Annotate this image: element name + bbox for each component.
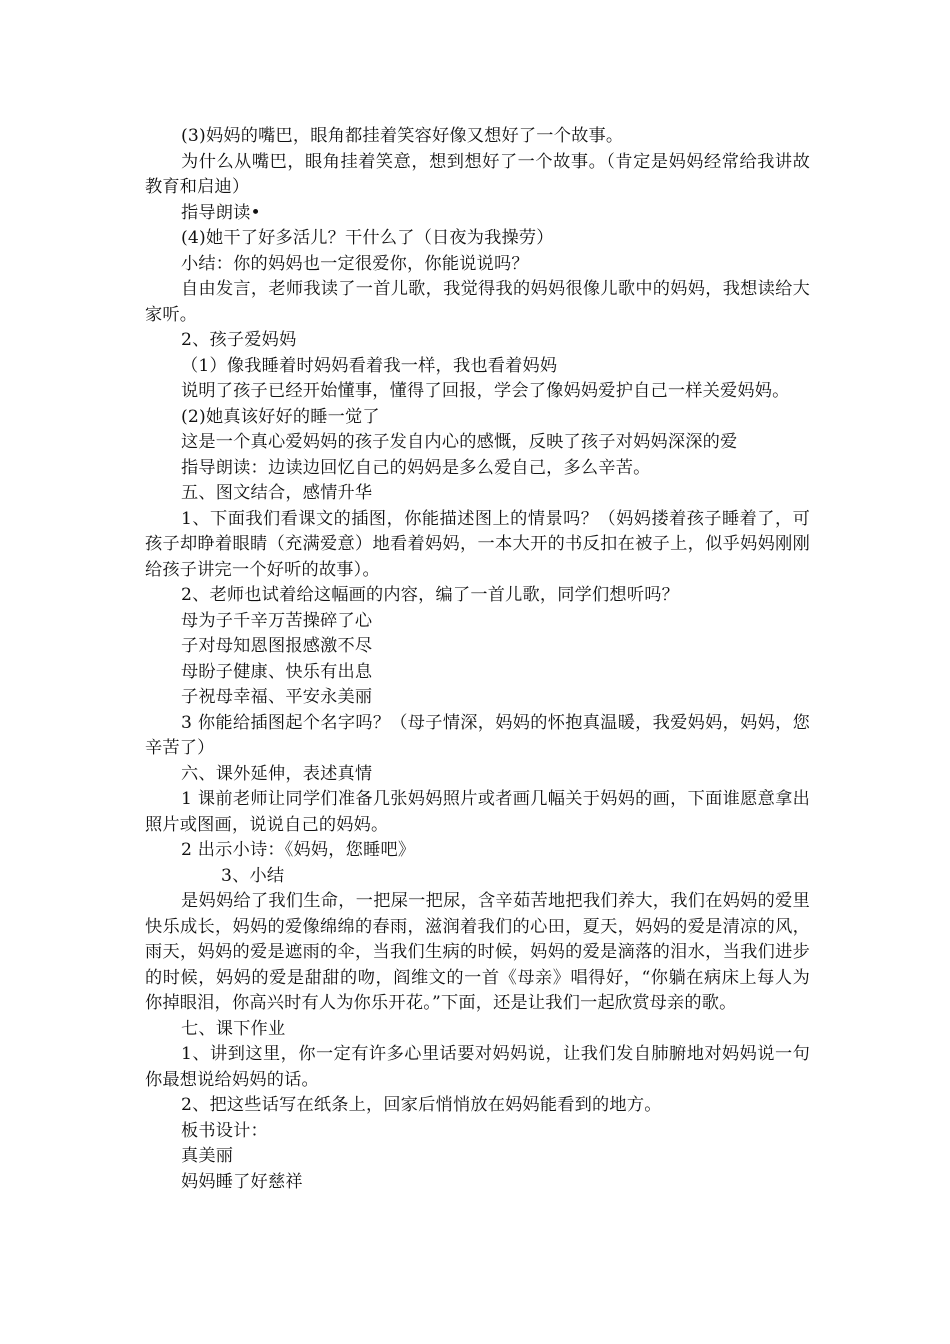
- paragraph-illustration: 1、下面我们看课文的插图，你能描述图上的情景吗？（妈妈搂着孩子睡着了，可孩子却睁着眼睛（充满爱意）地看着妈妈，一本大开的书反扣在被子上，似乎妈妈刚刚给孩子讲完一个好听的故事）。: [145, 508, 810, 580]
- heading-section-six: 六、课外延伸，表述真情: [181, 763, 373, 784]
- rhyme-line-3: 母盼子健康、快乐有出息: [181, 661, 373, 682]
- paragraph-free-speech: 自由发言，老师我读了一首儿歌，我觉得我的妈妈很像儿歌中的妈妈，我想读给大家听。: [145, 279, 810, 325]
- paragraph-heartfelt: 这是一个真心爱妈妈的孩子发自内心的感慨，反映了孩子对妈妈深深的爱: [181, 432, 738, 452]
- paragraph-photos: 1 课前老师让同学们准备几张妈妈照片或者画几幅关于妈妈的画，下面谁愿意拿出照片或图画，说说自己的妈妈。: [145, 789, 810, 835]
- paragraph-poem: 2 出示小诗：《妈妈，您睡吧》: [181, 840, 416, 860]
- paragraph-guided-reading-1: 指导朗读•: [181, 202, 261, 223]
- paragraph-guided-reading-2: 指导朗读：边读边回忆自己的妈妈是多么爱自己，多么辛苦。: [181, 457, 651, 478]
- paragraph-should-sleep: (2)她真该好好的睡一觉了: [181, 406, 380, 427]
- heading-child-loves-mother: 2、孩子爱妈妈: [181, 330, 297, 350]
- paragraph-mouth-smile: (3)妈妈的嘴巴，眼角都挂着笑容好像又想好了一个故事。: [181, 126, 624, 146]
- heading-section-seven: 七、课下作业: [181, 1018, 286, 1039]
- paragraph-child-understands: 说明了孩子已经开始懂事，懂得了回报，学会了像妈妈爱护自己一样关爱妈妈。: [181, 381, 790, 401]
- paragraph-board-beautiful: 真美丽: [181, 1146, 234, 1166]
- paragraph-heart-words: 1、讲到这里，你一定有许多心里话要对妈妈说，让我们发自肺腑地对妈妈说一句你最想说给妈妈的话。: [145, 1044, 810, 1090]
- paragraph-watching-mother: （1）像我睡着时妈妈看着我一样，我也看着妈妈: [181, 355, 558, 376]
- paragraph-name-picture: 3 你能给插图起个名字吗？（母子情深，妈妈的怀抱真温暖，我爱妈妈，妈妈，您辛苦了）: [145, 712, 810, 758]
- document-body: [145, 124, 810, 1195]
- paragraph-summary-love: 小结：你的妈妈也一定很爱你，你能说说吗？: [181, 253, 529, 274]
- paragraph-housework: (4)她干了好多活儿？干什么了（日夜为我操劳）: [181, 228, 554, 248]
- paragraph-nursery-rhyme-intro: 2、老师也试着给这幅画的内容，编了一首儿歌，同学们想听吗？: [181, 585, 679, 605]
- rhyme-line-1: 母为子千辛万苦操碎了心: [181, 610, 373, 631]
- paragraph-note: 2、把这些话写在纸条上，回家后悄悄放在妈妈能看到的地方。: [181, 1095, 662, 1115]
- rhyme-line-4: 子祝母幸福、平安永美丽: [181, 687, 373, 707]
- paragraph-board-kind: 妈妈睡了好慈祥: [181, 1171, 303, 1192]
- heading-section-five: 五、图文结合，感情升华: [181, 483, 373, 503]
- paragraph-board-design: 板书设计：: [181, 1120, 268, 1141]
- heading-summary: 3、小结: [221, 865, 285, 886]
- paragraph-why-smile: 为什么从嘴巴，眼角挂着笑意，想到想好了一个故事。（肯定是妈妈经常给我讲故教育和启迪）: [145, 151, 810, 197]
- paragraph-mother-gave-life: 是妈妈给了我们生命，一把屎一把尿，含辛茹苦地把我们养大，我们在妈妈的爱里快乐成长，妈妈的爱像绵绵的春雨，滋润着我们的心田，夏天，妈妈的爱是清凉的风，雨天，妈妈的爱是遮雨的伞，当我们生病的时候，妈妈的爱是滴落的泪水，当我们进步的时候，妈妈的爱是甜甜的吻，阎维文的一首《母亲》唱得好，“你躺在病床上每人为你掉眼泪，你高兴时有人为你乐开花。”下面，还是让我们一起欣赏母亲的歌。: [145, 891, 810, 1013]
- rhyme-line-2: 子对母知恩图报感激不尽: [181, 636, 373, 656]
